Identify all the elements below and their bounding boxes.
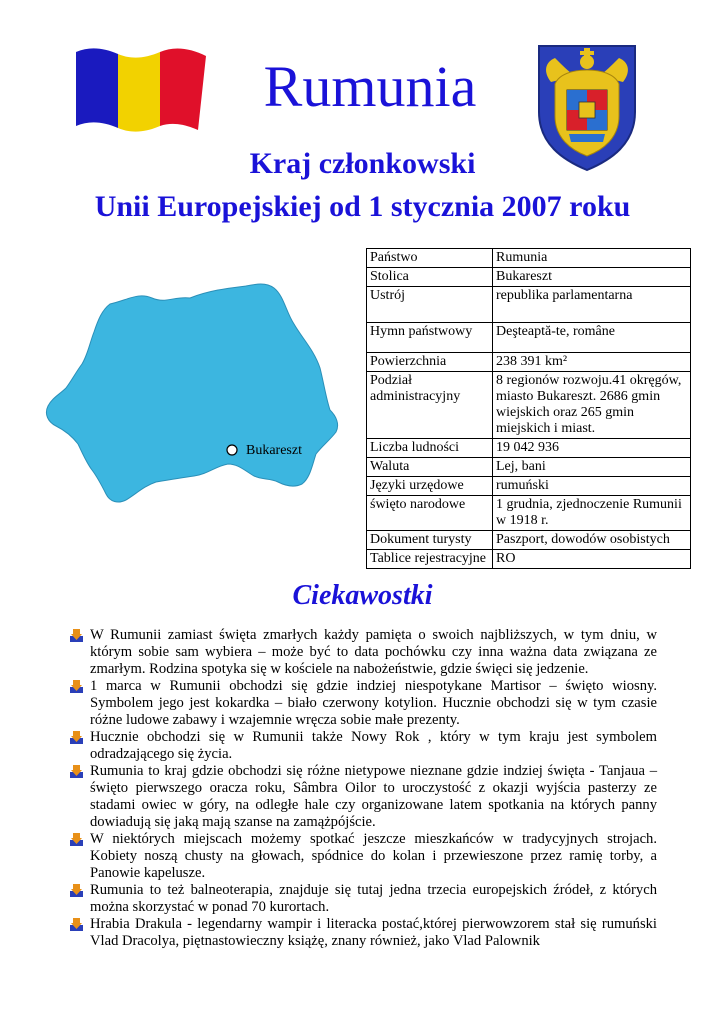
- map-city-label: Bukareszt: [246, 443, 302, 458]
- section-title: Ciekawostki: [292, 580, 433, 611]
- table-row: [367, 249, 691, 268]
- row-key: Podział administracyjny: [367, 372, 493, 439]
- fact-text: W Rumunii zamiast święta zmarłych każdy pamięta o swoich najbliższych, w tym dniu, w którym sobie sam wybiera – może być to data pochówku czy inna ważna data związana ze zmarłym. Rodzina spotyka się w kościele na nabożeństwie, gdzie święci się jedzenie.: [90, 627, 657, 677]
- arrow-down-bullet-icon: [70, 680, 83, 693]
- table-row: [367, 477, 691, 496]
- arrow-down-bullet-icon: [70, 918, 83, 931]
- fact-text: Hucznie obchodzi się w Rumunii także Nowy Rok , który w tym kraju jest symbolem odradzającego się życia.: [90, 729, 657, 762]
- fact-text: 1 marca w Rumunii obchodzi się gdzie indziej niespotykane Martisor – święto wiosny. Symbolem jego jest kokardka – biało czerwony kotylion. Hucznie obchodzi się w tym czasie różne ludowe zabawy i wzajemnie wręcza sobie małe prezenty.: [90, 678, 657, 728]
- row-key: Języki urzędowe: [367, 477, 493, 496]
- row-key: Stolica: [367, 268, 493, 287]
- facts-list: [70, 627, 657, 950]
- row-value: Bukareszt: [493, 268, 691, 287]
- list-item: [70, 678, 657, 729]
- table-row: [367, 458, 691, 477]
- row-value: republika parlamentarna: [493, 287, 691, 323]
- table-row: [367, 268, 691, 287]
- arrow-down-bullet-icon: [70, 731, 83, 744]
- row-value: Rumunia: [493, 249, 691, 268]
- table-row: [367, 496, 691, 531]
- list-item: [70, 882, 657, 916]
- fact-text: Rumunia to też balneoterapia, znajduje się tutaj jedna trzecia europejskich źródeł, z których można skorzystać w ponad 70 kurortach.: [90, 882, 657, 915]
- table-row: [367, 323, 691, 353]
- arrow-down-bullet-icon: [70, 629, 83, 642]
- arrow-down-bullet-icon: [70, 833, 83, 846]
- table-row: [367, 439, 691, 458]
- row-value: RO: [493, 550, 691, 569]
- list-item: [70, 916, 657, 950]
- row-key: Waluta: [367, 458, 493, 477]
- row-key: Ustrój: [367, 287, 493, 323]
- row-value: Deşteaptă-te, române: [493, 323, 691, 353]
- row-value: Lej, bani: [493, 458, 691, 477]
- list-item: [70, 627, 657, 678]
- page-title: Rumunia: [263, 54, 477, 119]
- arrow-down-bullet-icon: [70, 765, 83, 778]
- row-value: 1 grudnia, zjednoczenie Rumunii w 1918 r.: [493, 496, 691, 531]
- row-key: Powierzchnia: [367, 353, 493, 372]
- table-row: [367, 550, 691, 569]
- table-row: [367, 531, 691, 550]
- romania-map: [40, 280, 340, 520]
- bukareszt-marker: [227, 445, 237, 455]
- row-value: rumuński: [493, 477, 691, 496]
- row-key: Państwo: [367, 249, 493, 268]
- table-row: [367, 372, 691, 439]
- row-key: święto narodowe: [367, 496, 493, 531]
- row-key: Dokument turysty: [367, 531, 493, 550]
- list-item: [70, 763, 657, 831]
- arrow-down-bullet-icon: [70, 884, 83, 897]
- row-value: Paszport, dowodów osobistych: [493, 531, 691, 550]
- fact-text: Hrabia Drakula - legendarny wampir i literacka postać,której pierwowzorem stał się rumuński Vlad Dracolya, piętnastowieczny książę, znany również, jako Vlad Palownik: [90, 916, 657, 949]
- row-key: Hymn państwowy: [367, 323, 493, 353]
- subtitle-line-2: Unii Europejskiej od 1 stycznia 2007 roku: [94, 190, 631, 223]
- row-key: Tablice rejestracyjne: [367, 550, 493, 569]
- table-row: [367, 287, 691, 323]
- row-value: 19 042 936: [493, 439, 691, 458]
- list-item: [70, 831, 657, 882]
- subtitle-line-1: Kraj członkowski: [249, 147, 476, 180]
- romania-outline: [46, 284, 337, 502]
- list-item: [70, 729, 657, 763]
- fact-text: Rumunia to kraj gdzie obchodzi się różne nietypowe nieznane gdzie indziej święta - Tanjaua – święto pierwszego oracza roku, Sâmbra Oilor to uroczystość z okazji wyjścia pasterzy ze stadami owiec w góry, na odległe hale czy organizowane latem spotkania na których panny dowiadują się jaką mają szanse na zamążpójście.: [90, 763, 657, 830]
- fact-text: W niektórych miejscach możemy spotkać jeszcze mieszkańców w tradycyjnych strojach. Kobiety noszą chusty na głowach, spódnice do kolan i przewieszone przez ramię torby, a Panowie kapelusze.: [90, 831, 657, 881]
- country-info-table: [366, 248, 691, 569]
- row-value: 238 391 km²: [493, 353, 691, 372]
- row-key: Liczba ludności: [367, 439, 493, 458]
- row-value: 8 regionów rozwoju.41 okręgów, miasto Bukareszt. 2686 gmin wiejskich oraz 265 gmin miejskich i miast.: [493, 372, 691, 439]
- table-row: [367, 353, 691, 372]
